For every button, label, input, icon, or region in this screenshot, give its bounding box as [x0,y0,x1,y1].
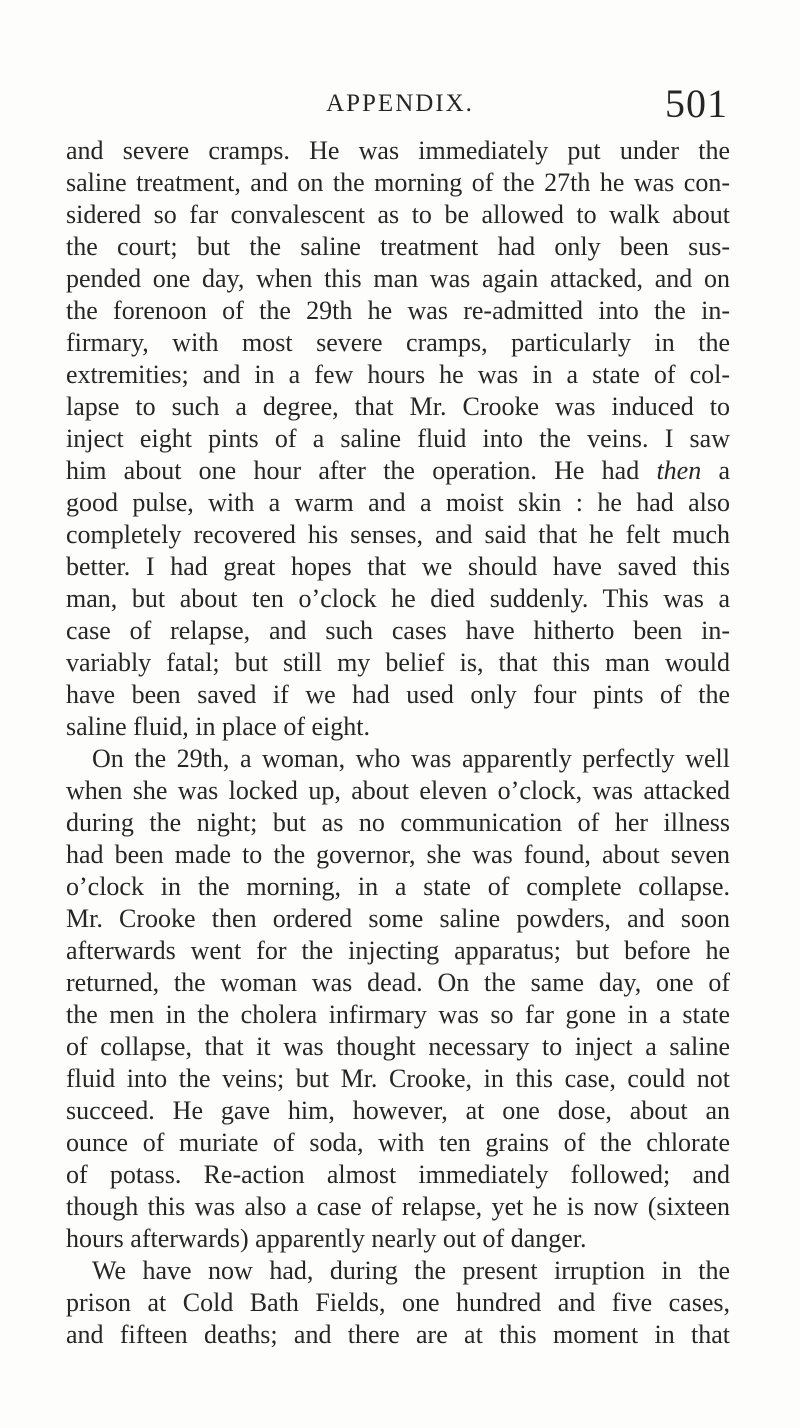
running-head [70,76,730,126]
emphasis: then [656,456,702,485]
paragraph-3 [66,1255,730,1351]
text-line: have been saved if we had used only four pints of the [66,680,730,709]
paragraph-1 [66,135,730,743]
text-line: when she was locked up, about eleven o’clock, was attacked [66,776,730,805]
text-line: inject eight pints of a saline fluid into the veins. I saw [66,424,730,453]
text-line: variably fatal; but still my belief is, that this man would [66,648,730,677]
text-line: lapse to such a degree, that Mr. Crooke was induced to [66,392,730,421]
text-line: man, but about ten o’clock he died suddenly. This was a [66,584,730,613]
text-line: and fifteen deaths; and there are at this moment in that [66,1320,730,1349]
text-line: case of relapse, and such cases have hitherto been in- [66,616,730,645]
text-line: saline treatment, and on the morning of the 27th he was con- [66,168,730,197]
text-line: On the 29th, a woman, who was apparently perfectly well [92,744,730,773]
text-line: fluid into the veins; but Mr. Crooke, in this case, could not [66,1064,730,1093]
text-line: ounce of muriate of soda, with ten grains of the chlorate [66,1128,730,1157]
text-line: completely recovered his senses, and said that he felt much [66,520,730,549]
text-line: during the night; but as no communication of her illness [66,808,730,837]
text-line: extremities; and in a few hours he was in a state of col- [66,360,730,389]
body-text [66,135,730,1351]
text-line: o’clock in the morning, in a state of complete collapse. [66,872,730,901]
text-line: of collapse, that it was thought necessary to inject a saline [66,1032,730,1061]
text-line: of potass. Re-action almost immediately followed; and [66,1160,730,1189]
text-line: though this was also a case of relapse, yet he is now (sixteen [66,1192,730,1221]
text-line: good pulse, with a warm and a moist skin : he had also [66,488,730,517]
text-line: had been made to the governor, she was found, about seven [66,840,730,869]
text-line: returned, the woman was dead. On the same day, one of [66,968,730,997]
text-line: the men in the cholera infirmary was so far gone in a state [66,1000,730,1029]
running-title: APPENDIX. [326,90,474,117]
text-line: the forenoon of the 29th he was re-admitted into the in- [66,296,730,325]
text-line: him about one hour after the operation. He had then a [66,456,730,485]
text-line: We have now had, during the present irruption in the [92,1256,730,1285]
text-line: prison at Cold Bath Fields, one hundred and five cases, [66,1288,730,1317]
text-line: hours afterwards) apparently nearly out of danger. [66,1224,587,1253]
text-line: firmary, with most severe cramps, particularly in the [66,328,730,357]
text-line: better. I had great hopes that we should have saved this [66,552,730,581]
page-number: 501 [665,81,728,126]
text-line: and severe cramps. He was immediately put under the [66,136,730,165]
text-line: saline fluid, in place of eight. [66,712,370,741]
text-line: pended one day, when this man was again attacked, and on [66,264,730,293]
text-line: Mr. Crooke then ordered some saline powders, and soon [66,904,730,933]
text-line: sidered so far convalescent as to be allowed to walk about [66,200,730,229]
text-line: succeed. He gave him, however, at one dose, about an [66,1096,730,1125]
paragraph-2 [66,743,730,1255]
text-line: afterwards went for the injecting apparatus; but before he [66,936,730,965]
text-line: the court; but the saline treatment had only been sus- [66,232,730,261]
